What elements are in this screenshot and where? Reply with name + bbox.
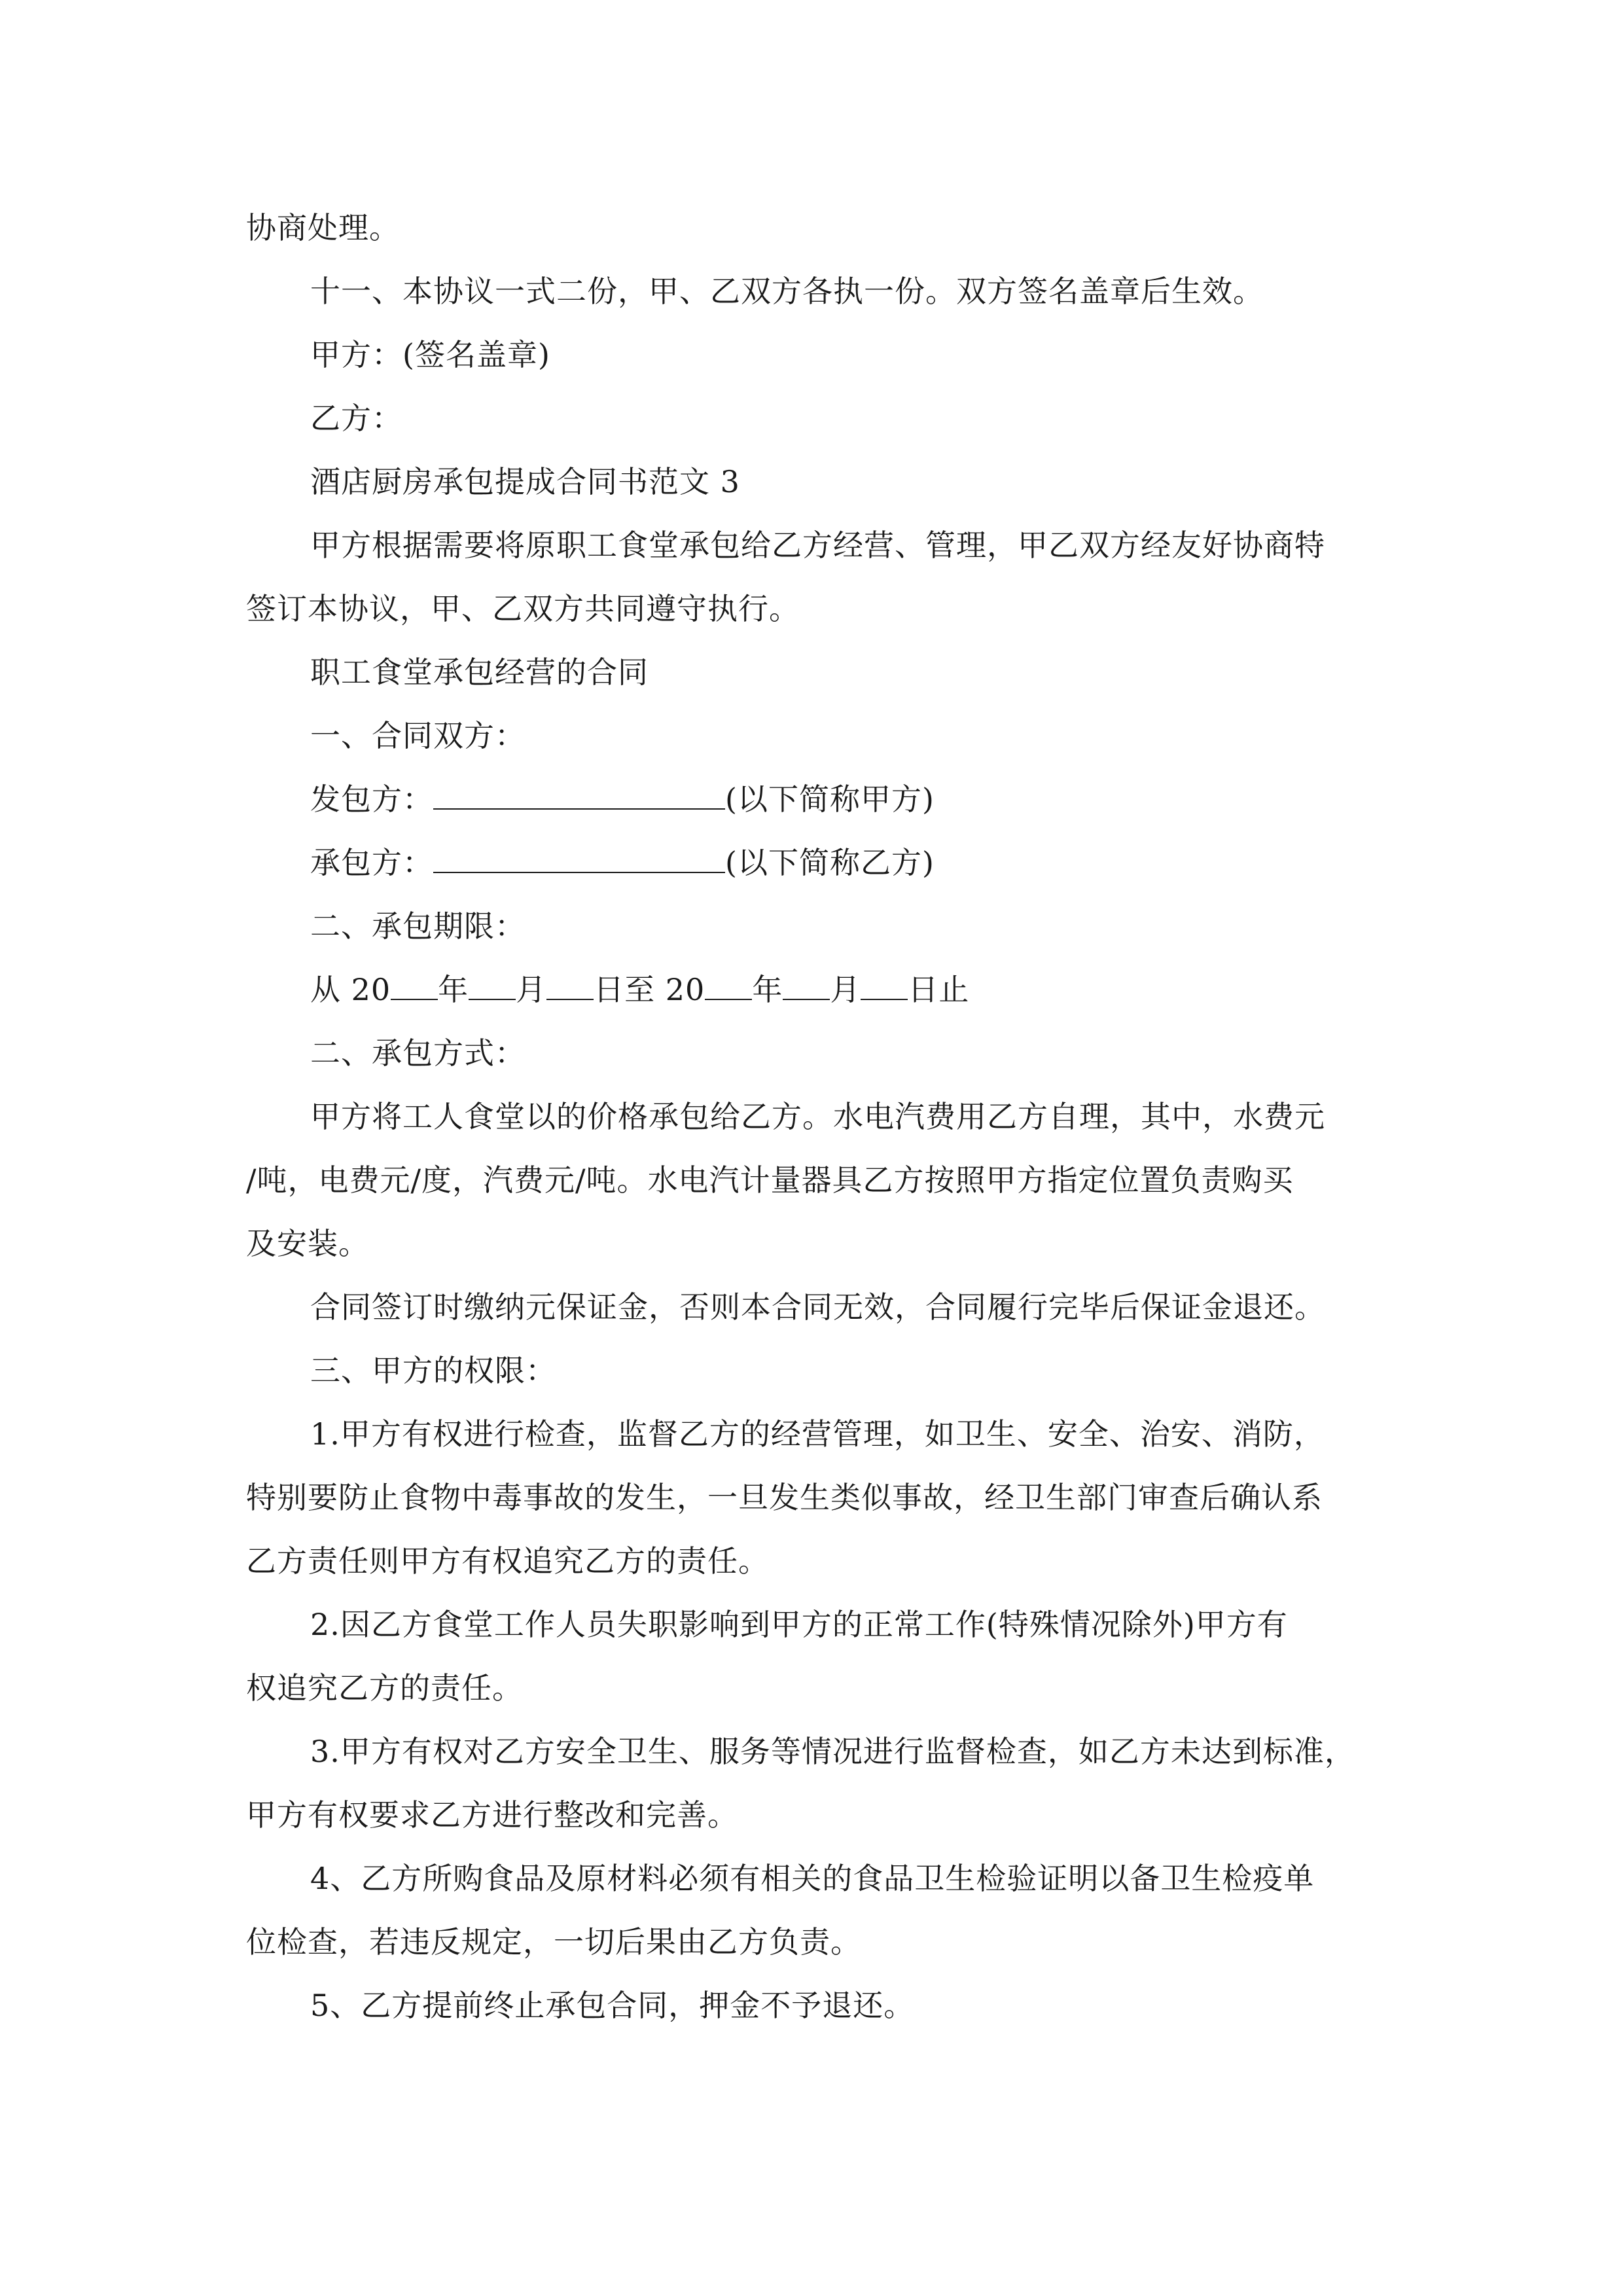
- paragraph-line: 及安装。: [246, 1226, 369, 1261]
- paragraph-line: 位检查，若违反规定，一切后果由乙方负责。: [246, 1924, 861, 1960]
- paragraph-line: 权追究乙方的责任。: [246, 1670, 523, 1706]
- paragraph-line: 4、乙方所购食品及原材料必须有相关的食品卫生检验证明以备卫生检疫单: [310, 1861, 1315, 1896]
- paragraph-line: 1.甲方有权进行检查，监督乙方的经营管理，如卫生、安全、治安、消防，: [310, 1416, 1325, 1452]
- contractor-label: 发包方：: [310, 781, 433, 817]
- contractee-label: 承包方：: [310, 845, 433, 880]
- paragraph-line: 合同签订时缴纳元保证金，否则本合同无效，合同履行完毕后保证金退还。: [310, 1289, 1325, 1325]
- document-body: [246, 196, 1400, 2037]
- day-blank: [861, 973, 908, 1000]
- month-label: 月: [830, 972, 861, 1007]
- contract-title: 职工食堂承包经营的合同: [310, 655, 649, 690]
- month-blank: [469, 973, 516, 1000]
- paragraph-line: 甲方有权要求乙方进行整改和完善。: [246, 1797, 738, 1833]
- paragraph-line: 甲方根据需要将原职工食堂承包给乙方经营、管理，甲乙双方经友好协商特: [310, 528, 1325, 563]
- paragraph-line: 甲方将工人食堂以的价格承包给乙方。水电汽费用乙方自理，其中，水费元: [310, 1099, 1325, 1134]
- year-label: 年: [752, 972, 783, 1007]
- contractee-blank: [433, 846, 725, 873]
- paragraph-line: 乙方责任则甲方有权追究乙方的责任。: [246, 1543, 769, 1579]
- contractor-blank: [433, 782, 725, 810]
- term-end: 日止: [908, 972, 970, 1007]
- paragraph-line: /吨，电费元/度，汽费元/吨。水电汽计量器具乙方按照甲方指定位置负责购买: [246, 1162, 1294, 1198]
- contractor-line: [246, 768, 1400, 831]
- day-blank: [546, 973, 594, 1000]
- party-a-signature: 甲方：(签名盖章): [310, 337, 550, 372]
- day-to-label: 日至 20: [594, 972, 705, 1007]
- paragraph-line: 5、乙方提前终止承包合同，押金不予退还。: [310, 1988, 915, 2023]
- year-blank: [391, 973, 438, 1000]
- clause-heading: 二、承包期限：: [310, 908, 526, 944]
- contractee-tail: (以下简称乙方): [725, 845, 935, 880]
- month-label: 月: [516, 972, 547, 1007]
- paragraph-line: 3.甲方有权对乙方安全卫生、服务等情况进行监督检查，如乙方未达到标准，: [310, 1734, 1355, 1769]
- month-blank: [783, 973, 830, 1000]
- paragraph-line: 2.因乙方食堂工作人员失职影响到甲方的正常工作(特殊情况除外)甲方有: [310, 1607, 1288, 1642]
- term-from: 从 20: [310, 972, 391, 1007]
- contractee-line: [246, 831, 1400, 895]
- clause-heading: 三、甲方的权限：: [310, 1353, 556, 1388]
- paragraph-line: 签订本协议，甲、乙双方共同遵守执行。: [246, 591, 800, 626]
- party-b-signature: 乙方：: [310, 401, 402, 436]
- clause-heading: 二、承包方式：: [310, 1035, 526, 1071]
- year-blank: [705, 973, 752, 1000]
- text-line: 协商处理。: [246, 210, 400, 245]
- clause-heading: 一、合同双方：: [310, 718, 526, 753]
- clause-eleven: 十一、本协议一式二份，甲、乙双方各执一份。双方签名盖章后生效。: [310, 274, 1264, 309]
- year-label: 年: [438, 972, 469, 1007]
- paragraph-line: 特别要防止食物中毒事故的发生，一旦发生类似事故，经卫生部门审查后确认系: [246, 1480, 1323, 1515]
- section-title: 酒店厨房承包提成合同书范文 3: [310, 464, 740, 499]
- contractor-tail: (以下简称甲方): [725, 781, 935, 817]
- term-dates-line: [246, 958, 1400, 1022]
